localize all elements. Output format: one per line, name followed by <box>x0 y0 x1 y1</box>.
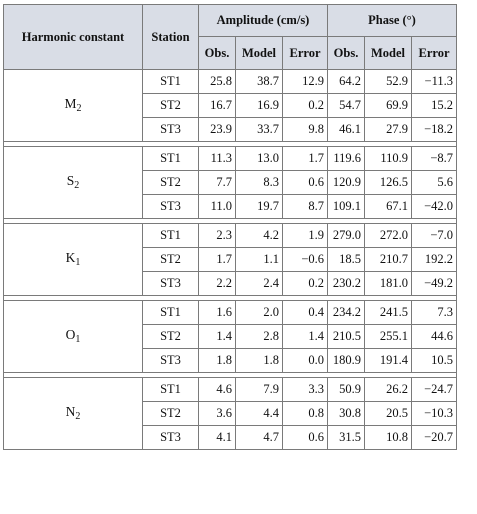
phase-model-cell: 52.9 <box>365 70 412 94</box>
station-cell: ST2 <box>143 325 199 349</box>
phase-error-cell: 44.6 <box>412 325 457 349</box>
amp-obs-cell: 23.9 <box>199 118 236 142</box>
header-phase-model: Model <box>365 37 412 70</box>
phase-obs-cell: 109.1 <box>328 195 365 219</box>
station-cell: ST3 <box>143 426 199 450</box>
phase-error-cell: −8.7 <box>412 147 457 171</box>
phase-obs-cell: 64.2 <box>328 70 365 94</box>
harmonic-constant-cell <box>4 147 143 219</box>
station-cell: ST1 <box>143 147 199 171</box>
constant-subscript: 2 <box>75 411 81 422</box>
phase-obs-cell: 230.2 <box>328 272 365 296</box>
constant-subscript: 1 <box>75 257 81 268</box>
phase-model-cell: 255.1 <box>365 325 412 349</box>
station-cell: ST3 <box>143 195 199 219</box>
header-amplitude: Amplitude (cm/s) <box>199 5 328 37</box>
phase-model-cell: 210.7 <box>365 248 412 272</box>
amp-obs-cell: 1.7 <box>199 248 236 272</box>
amp-error-cell: 1.9 <box>283 224 328 248</box>
phase-obs-cell: 31.5 <box>328 426 365 450</box>
amp-obs-cell: 11.0 <box>199 195 236 219</box>
phase-obs-cell: 279.0 <box>328 224 365 248</box>
header-amp-error: Error <box>283 37 328 70</box>
station-cell: ST2 <box>143 248 199 272</box>
amp-model-cell: 4.7 <box>236 426 283 450</box>
phase-error-cell: 10.5 <box>412 349 457 373</box>
amp-obs-cell: 4.1 <box>199 426 236 450</box>
amp-model-cell: 2.8 <box>236 325 283 349</box>
amp-model-cell: 2.4 <box>236 272 283 296</box>
phase-model-cell: 191.4 <box>365 349 412 373</box>
phase-model-cell: 26.2 <box>365 378 412 402</box>
phase-error-cell: −18.2 <box>412 118 457 142</box>
amp-model-cell: 2.0 <box>236 301 283 325</box>
amp-error-cell: 0.8 <box>283 402 328 426</box>
phase-error-cell: −42.0 <box>412 195 457 219</box>
amp-model-cell: 1.8 <box>236 349 283 373</box>
phase-error-cell: 7.3 <box>412 301 457 325</box>
amp-error-cell: 0.6 <box>283 426 328 450</box>
constant-symbol: O <box>65 327 76 342</box>
phase-error-cell: −49.2 <box>412 272 457 296</box>
phase-obs-cell: 210.5 <box>328 325 365 349</box>
amp-obs-cell: 25.8 <box>199 70 236 94</box>
phase-obs-cell: 234.2 <box>328 301 365 325</box>
amp-error-cell: 8.7 <box>283 195 328 219</box>
constant-symbol: N <box>65 404 76 419</box>
amp-error-cell: 0.4 <box>283 301 328 325</box>
phase-obs-cell: 54.7 <box>328 94 365 118</box>
header-phase-error: Error <box>412 37 457 70</box>
harmonic-constant-cell <box>4 301 143 373</box>
phase-error-cell: −24.7 <box>412 378 457 402</box>
harmonic-constant-cell <box>4 224 143 296</box>
amp-model-cell: 7.9 <box>236 378 283 402</box>
amp-error-cell: 3.3 <box>283 378 328 402</box>
phase-model-cell: 181.0 <box>365 272 412 296</box>
amp-model-cell: 19.7 <box>236 195 283 219</box>
amp-model-cell: 1.1 <box>236 248 283 272</box>
amp-obs-cell: 2.3 <box>199 224 236 248</box>
header-phase: Phase (°) <box>328 5 457 37</box>
station-cell: ST1 <box>143 301 199 325</box>
phase-error-cell: −10.3 <box>412 402 457 426</box>
station-cell: ST3 <box>143 118 199 142</box>
harmonic-constants-table <box>3 4 457 450</box>
amp-model-cell: 8.3 <box>236 171 283 195</box>
table-row <box>4 224 457 248</box>
constant-subscript: 2 <box>74 180 80 191</box>
table-row <box>4 378 457 402</box>
amp-obs-cell: 11.3 <box>199 147 236 171</box>
phase-model-cell: 69.9 <box>365 94 412 118</box>
table-row <box>4 301 457 325</box>
amp-error-cell: 0.0 <box>283 349 328 373</box>
amp-error-cell: 0.2 <box>283 94 328 118</box>
station-cell: ST1 <box>143 70 199 94</box>
amp-obs-cell: 1.8 <box>199 349 236 373</box>
harmonic-constant-cell <box>4 378 143 450</box>
amp-obs-cell: 1.6 <box>199 301 236 325</box>
amp-obs-cell: 16.7 <box>199 94 236 118</box>
phase-obs-cell: 30.8 <box>328 402 365 426</box>
phase-model-cell: 27.9 <box>365 118 412 142</box>
station-cell: ST2 <box>143 94 199 118</box>
phase-model-cell: 110.9 <box>365 147 412 171</box>
amp-error-cell: 9.8 <box>283 118 328 142</box>
amp-obs-cell: 1.4 <box>199 325 236 349</box>
amp-error-cell: 0.6 <box>283 171 328 195</box>
harmonic-constant-cell <box>4 70 143 142</box>
station-cell: ST2 <box>143 402 199 426</box>
amp-error-cell: 0.2 <box>283 272 328 296</box>
amp-error-cell: 1.7 <box>283 147 328 171</box>
phase-obs-cell: 18.5 <box>328 248 365 272</box>
constant-symbol: K <box>65 250 76 265</box>
phase-model-cell: 241.5 <box>365 301 412 325</box>
phase-obs-cell: 180.9 <box>328 349 365 373</box>
constant-subscript: 1 <box>75 334 81 345</box>
table-row <box>4 70 457 94</box>
header-station: Station <box>143 5 199 70</box>
constant-symbol: M <box>64 96 77 111</box>
amp-model-cell: 38.7 <box>236 70 283 94</box>
phase-model-cell: 67.1 <box>365 195 412 219</box>
phase-error-cell: −7.0 <box>412 224 457 248</box>
header-amp-obs: Obs. <box>199 37 236 70</box>
station-cell: ST2 <box>143 171 199 195</box>
amp-obs-cell: 2.2 <box>199 272 236 296</box>
phase-error-cell: −20.7 <box>412 426 457 450</box>
table-row <box>4 147 457 171</box>
station-cell: ST1 <box>143 378 199 402</box>
amp-error-cell: 12.9 <box>283 70 328 94</box>
phase-obs-cell: 120.9 <box>328 171 365 195</box>
phase-obs-cell: 50.9 <box>328 378 365 402</box>
amp-obs-cell: 3.6 <box>199 402 236 426</box>
phase-model-cell: 10.8 <box>365 426 412 450</box>
amp-model-cell: 33.7 <box>236 118 283 142</box>
phase-obs-cell: 46.1 <box>328 118 365 142</box>
phase-error-cell: 5.6 <box>412 171 457 195</box>
amp-obs-cell: 4.6 <box>199 378 236 402</box>
amp-model-cell: 13.0 <box>236 147 283 171</box>
phase-error-cell: 15.2 <box>412 94 457 118</box>
table-body <box>4 70 457 450</box>
phase-model-cell: 126.5 <box>365 171 412 195</box>
phase-model-cell: 20.5 <box>365 402 412 426</box>
header-phase-obs: Obs. <box>328 37 365 70</box>
phase-obs-cell: 119.6 <box>328 147 365 171</box>
station-cell: ST3 <box>143 272 199 296</box>
amp-model-cell: 4.2 <box>236 224 283 248</box>
amp-model-cell: 4.4 <box>236 402 283 426</box>
station-cell: ST1 <box>143 224 199 248</box>
phase-error-cell: 192.2 <box>412 248 457 272</box>
header-harmonic-constant: Harmonic constant <box>4 5 143 70</box>
amp-error-cell: 1.4 <box>283 325 328 349</box>
amp-obs-cell: 7.7 <box>199 171 236 195</box>
constant-subscript: 2 <box>76 103 82 114</box>
station-cell: ST3 <box>143 349 199 373</box>
phase-model-cell: 272.0 <box>365 224 412 248</box>
phase-error-cell: −11.3 <box>412 70 457 94</box>
amp-error-cell: −0.6 <box>283 248 328 272</box>
header-amp-model: Model <box>236 37 283 70</box>
table-header <box>4 5 457 70</box>
amp-model-cell: 16.9 <box>236 94 283 118</box>
constant-symbol: S <box>66 173 75 188</box>
